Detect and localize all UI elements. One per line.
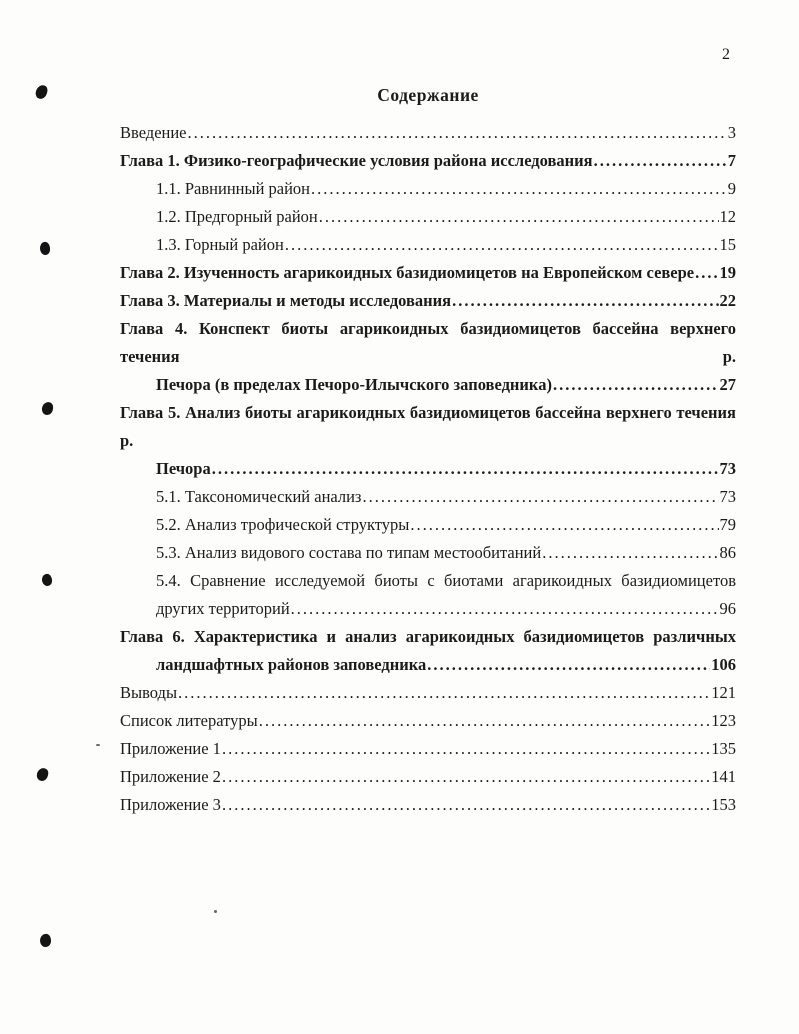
- toc-line: [120, 567, 736, 595]
- toc-entry-text: 5.1. Таксономический анализ: [156, 487, 362, 506]
- dot-leader: [259, 707, 711, 735]
- toc-entry-text: Приложение 1: [120, 739, 221, 758]
- toc-page-number: 9: [727, 179, 736, 198]
- dot-leader: [553, 371, 719, 399]
- toc-page-number: 106: [711, 655, 736, 674]
- dot-leader: [427, 651, 710, 679]
- toc-entry-text: Список литературы: [120, 711, 258, 730]
- toc-entry-text: 5.4. Сравнение исследуемой биоты с биотами агарикоидных базидиомицетов: [156, 571, 736, 590]
- toc-line: [120, 455, 736, 483]
- toc-entry-text: Приложение 3: [120, 795, 221, 814]
- toc-entry-text: Глава 5. Анализ биоты агарикоидных базидиомицетов бассейна верхнего течения р.: [120, 403, 736, 450]
- toc-line: [120, 287, 736, 315]
- toc-entry-text: Введение: [120, 123, 187, 142]
- toc-page-number: 22: [719, 291, 736, 310]
- toc-entry-text: Выводы: [120, 683, 178, 702]
- dot-leader: [285, 231, 719, 259]
- toc-entry-text: 1.3. Горный район: [156, 235, 284, 254]
- toc-entry-text: Глава 3. Материалы и методы исследования: [120, 291, 452, 310]
- toc-line: [120, 175, 736, 203]
- ink-mark: [39, 933, 52, 947]
- toc-line: [120, 203, 736, 231]
- toc-page-number: 153: [711, 795, 736, 814]
- dot-leader: [178, 679, 710, 707]
- toc-page-number: 73: [719, 459, 736, 478]
- dot-leader: [222, 735, 710, 763]
- dot-leader: [222, 763, 710, 791]
- dot-leader: [291, 595, 719, 623]
- toc-page-number: 121: [711, 683, 736, 702]
- toc-line: [120, 595, 736, 623]
- ink-mark: [40, 573, 54, 588]
- toc-line: [120, 735, 736, 763]
- toc-line: [120, 231, 736, 259]
- toc-line: [120, 679, 736, 707]
- toc-entry-text: Приложение 2: [120, 767, 221, 786]
- ink-mark: [34, 84, 49, 101]
- toc-entry-text: Печора: [156, 459, 211, 478]
- ink-mark: [36, 767, 50, 782]
- toc-line: [120, 791, 736, 819]
- toc-page-number: 73: [719, 487, 736, 506]
- toc-page-number: 7: [727, 151, 736, 170]
- dot-leader: [212, 455, 719, 483]
- dot-leader: [452, 287, 718, 315]
- dot-leader: [695, 259, 718, 287]
- toc-page-number: 123: [711, 711, 736, 730]
- ink-mark: [41, 401, 54, 415]
- page-number: 2: [722, 46, 730, 63]
- toc-entry-text: ландшафтных районов заповедника: [156, 655, 427, 674]
- dot-leader: [594, 147, 727, 175]
- toc-page-number: 135: [711, 739, 736, 758]
- toc-page-number: 12: [719, 207, 736, 226]
- toc-page-number: 27: [719, 375, 736, 394]
- toc-line: [120, 763, 736, 791]
- toc-list: [120, 119, 736, 819]
- toc-line: [120, 651, 736, 679]
- toc-page-number: 15: [719, 235, 736, 254]
- toc-line: [120, 119, 736, 147]
- dot-leader: [319, 203, 719, 231]
- toc-page-number: 19: [719, 263, 736, 282]
- toc-entry-text: 1.1. Равнинный район: [156, 179, 311, 198]
- toc-line: [120, 539, 736, 567]
- toc-line: [120, 511, 736, 539]
- toc-line: [120, 707, 736, 735]
- toc-page-number: 86: [719, 543, 736, 562]
- toc-line: [120, 315, 736, 371]
- ink-speck: [214, 910, 217, 913]
- toc-entry-text: Глава 2. Изученность агарикоидных базидиомицетов на Европейском севере: [120, 263, 695, 282]
- toc-entry-text: Глава 4. Конспект биоты агарикоидных базидиомицетов бассейна верхнего течения р.: [120, 319, 736, 366]
- toc-page-number: 3: [727, 123, 736, 142]
- dot-leader: [542, 539, 718, 567]
- toc-entry-text: 5.3. Анализ видового состава по типам местообитаний: [156, 543, 542, 562]
- toc-page-number: 96: [719, 599, 736, 618]
- toc-entry-text: 5.2. Анализ трофической структуры: [156, 515, 410, 534]
- dot-leader: [362, 483, 718, 511]
- toc-line: [120, 259, 736, 287]
- page-title: Содержание: [377, 85, 479, 105]
- toc-line: [120, 147, 736, 175]
- toc-page-number: 79: [719, 515, 736, 534]
- toc-line: [120, 483, 736, 511]
- toc-entry-text: Глава 1. Физико-географические условия района исследования: [120, 151, 593, 170]
- dot-leader: [222, 791, 710, 819]
- dot-leader: [311, 175, 727, 203]
- toc-entry-text: 1.2. Предгорный район: [156, 207, 318, 226]
- toc-entry-text: Глава 6. Характеристика и анализ агарикоидных базидиомицетов различных: [120, 627, 736, 646]
- toc-line: [120, 623, 736, 651]
- toc-entry-text: других территорий: [156, 599, 290, 618]
- toc-entry-text: Печора (в пределах Печоро-Илычского заповедника): [156, 375, 552, 394]
- dot-leader: [188, 119, 727, 147]
- toc-line: [120, 371, 736, 399]
- ink-mark: [39, 241, 51, 256]
- dot-leader: [410, 511, 718, 539]
- toc-line: [120, 399, 736, 455]
- ink-speck: [96, 744, 100, 746]
- toc-page-number: 141: [711, 767, 736, 786]
